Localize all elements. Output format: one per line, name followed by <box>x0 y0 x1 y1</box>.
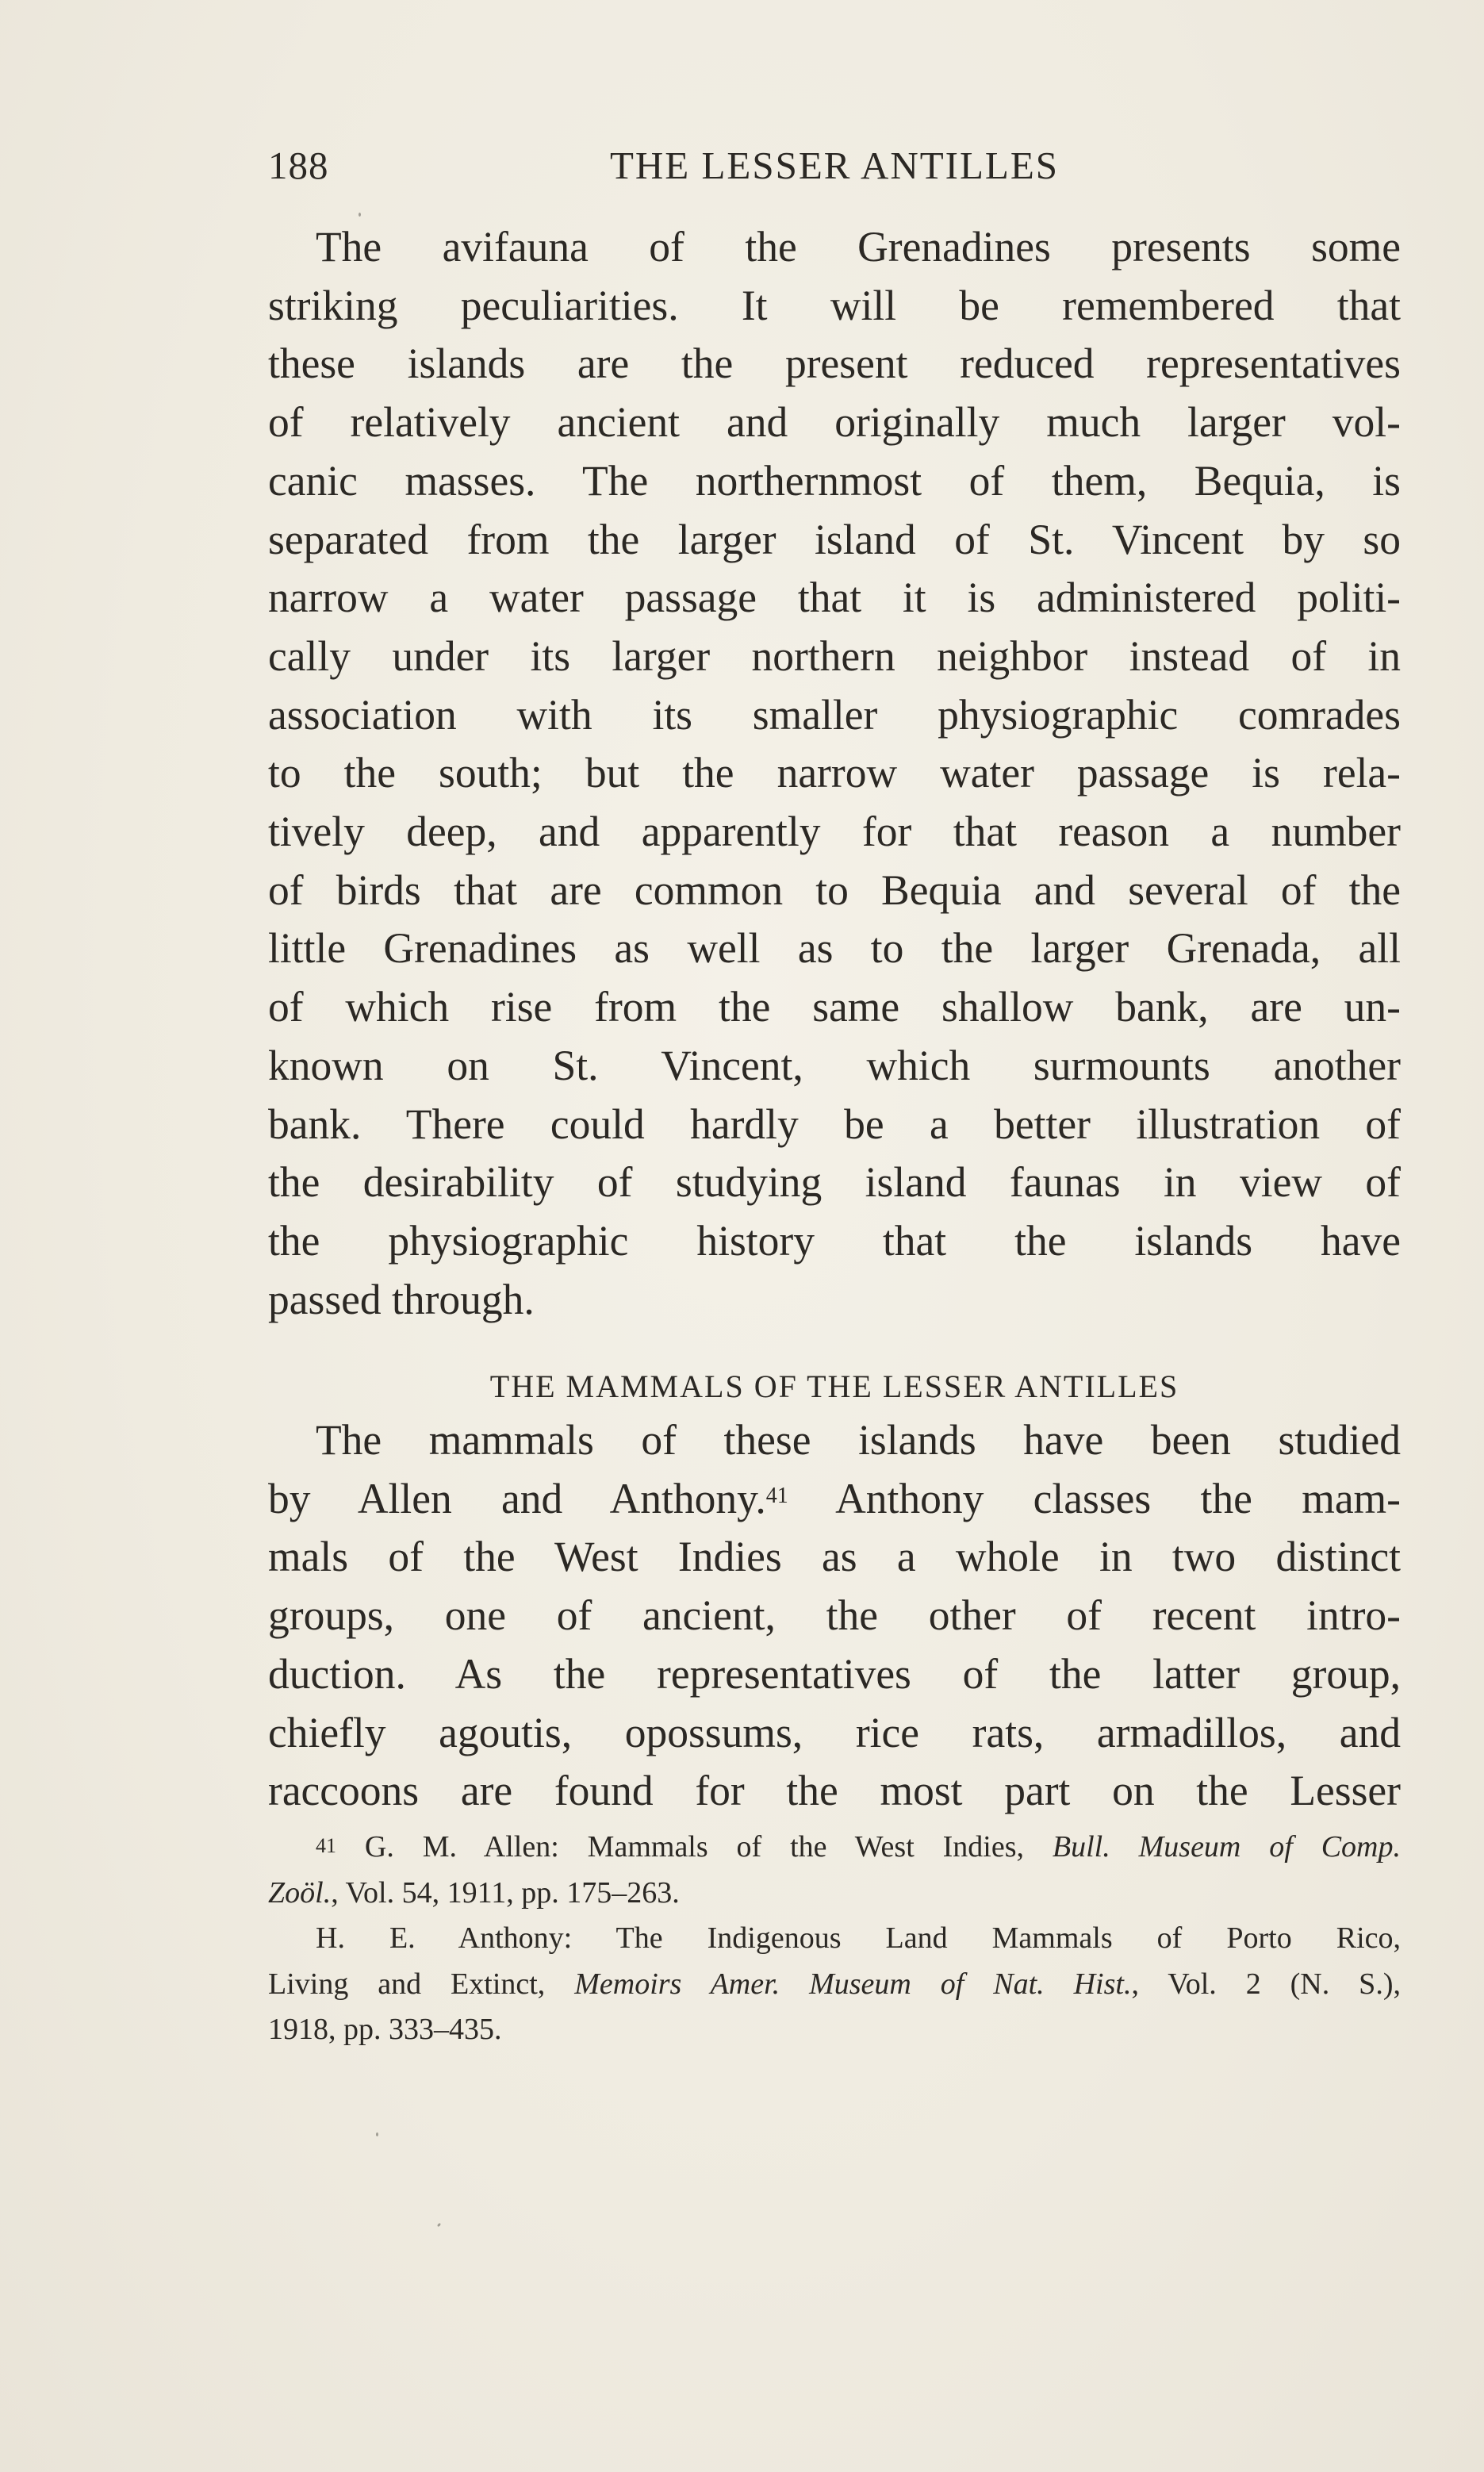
footnotes <box>268 1825 1401 2053</box>
text-line: of birds that are common to Bequia and several of the <box>268 866 1401 914</box>
paper-speck <box>437 2223 442 2228</box>
footnote-line <box>268 1962 1401 2008</box>
paper-speck <box>376 2132 378 2136</box>
text-segment: Living and Extinct, <box>268 1967 575 2001</box>
text-line: the desirability of studying island faunas in view of <box>268 1158 1401 1207</box>
text-segment: , Vol. 54, 1911, pp. 175–263. <box>331 1875 680 1910</box>
footnote-line <box>268 1871 1401 1917</box>
text-line: bank. There could hardly be a better illustration of <box>268 1100 1401 1148</box>
text-line: known on St. Vincent, which surmounts another <box>268 1041 1401 1089</box>
text-line: cally under its larger northern neighbor instead of in <box>268 631 1401 680</box>
page-number: 188 <box>268 144 329 187</box>
footnote-line: H. E. Anthony: The Indigenous Land Mammals of Porto Rico, <box>316 1921 1401 1955</box>
text-line: narrow a water passage that it is administered politi- <box>268 574 1401 622</box>
journal-title: Bull. Museum of Comp. <box>1052 1830 1401 1864</box>
text-line: duction. As the representatives of the latter group, <box>268 1649 1401 1698</box>
running-head: THE LESSER ANTILLES <box>609 144 1060 187</box>
text-line: the physiographic history that the islands have <box>268 1216 1401 1265</box>
text-line: tively deep, and apparently for that reason a number <box>268 808 1401 856</box>
section-heading: THE MAMMALS OF THE LESSER ANTILLES <box>489 1368 1179 1404</box>
journal-title: Zoöl. <box>268 1875 332 1910</box>
text-line: raccoons are found for the most part on the Lesser <box>268 1767 1401 1815</box>
text-line: groups, one of ancient, the other of recent intro- <box>268 1591 1401 1640</box>
text-line: The mammals of these islands have been studied <box>316 1416 1401 1464</box>
text-line: to the south; but the narrow water passage is rela- <box>268 749 1401 797</box>
footnote-line: 1918, pp. 333–435. <box>268 2013 502 2046</box>
text-line: chiefly agoutis, opossums, rice rats, armadillos, and <box>268 1708 1401 1756</box>
text-line: mals of the West Indies as a whole in two distinct <box>268 1533 1401 1581</box>
text-line: The avifauna of the Grenadines presents some <box>316 223 1401 271</box>
footnote-reference: 41 <box>765 1483 788 1508</box>
text-segment: , Vol. 2 (N. S.), <box>1131 1967 1401 2001</box>
footnote-line <box>268 1825 1401 1871</box>
text-line: of which rise from the same shallow bank, are un- <box>268 983 1401 1031</box>
text-line: passed through. <box>268 1275 535 1323</box>
paragraph-mammals <box>268 1411 1401 1821</box>
text-segment: Anthony classes the mam- <box>788 1474 1401 1522</box>
text-line: association with its smaller physiographic comrades <box>268 690 1401 739</box>
text-line: of relatively ancient and originally much larger vol- <box>268 398 1401 447</box>
text-segment: G. M. Allen: Mammals of the West Indies, <box>336 1830 1053 1864</box>
text-line: these islands are the present reduced representatives <box>268 340 1401 388</box>
text-line <box>268 1470 1401 1529</box>
footnote-marker: 41 <box>316 1834 336 1857</box>
text-line: separated from the larger island of St. Vincent by so <box>268 515 1401 563</box>
journal-title: Memoirs Amer. Museum of Nat. Hist. <box>574 1967 1132 2001</box>
text-segment: by Allen and Anthony. <box>268 1474 766 1522</box>
paragraph-avifauna <box>268 218 1401 1329</box>
text-line: striking peculiarities. It will be remembered that <box>268 281 1401 329</box>
text-line: canic masses. The northernmost of them, Bequia, is <box>268 456 1401 505</box>
paper-speck <box>359 213 361 217</box>
page-header <box>268 135 1401 198</box>
text-line: little Grenadines as well as to the larger Grenada, all <box>268 924 1401 973</box>
